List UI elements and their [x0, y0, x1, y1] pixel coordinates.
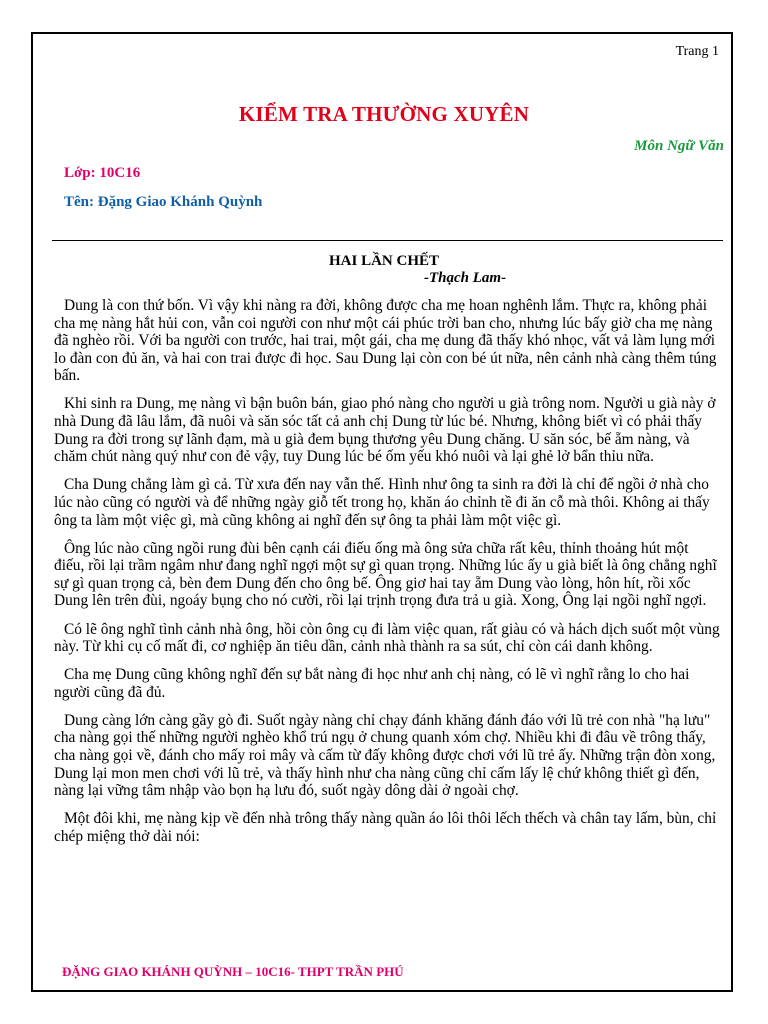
paragraph: Khi sinh ra Dung, mẹ nàng vì bận buôn bán, giao phó nàng cho người u già trông nom. Người u già này ở nhà Dung đã lâu lắm, đã nuôi và săn sóc tất cả anh chị Dung từ lúc bé. Nhưng, không biết vì có phải thấy Dung ra đời trong sự lãnh đạm, mà u già đem bụng thương yêu Dung chăng. U săn sóc, bế ẵm nàng, và chăm chút nàng quý như con đẻ vậy, tuy Dung lúc bé ốm yếu khó nuôi và lại ghẻ lở bẩn thỉu nữa. — [54, 395, 716, 466]
paragraph: Một đôi khi, mẹ nàng kịp về đến nhà trông thấy nàng quần áo lôi thôi lếch thếch và chân tay lấm, bùn, chỉ chép miệng thở dài nói: — [54, 810, 717, 845]
paragraph: Ông lúc nào cũng ngồi rung đùi bên cạnh cái điếu ống mà ông sửa chữa rất kêu, thỉnh thoảng hút một điếu, rồi lại trầm ngâm như đang nghĩ ngợi một sự gì quan trọng. Những lúc ấy u già biết là ông chẳng nghĩ sự gì quan trọng cả, bèn đem Dung đến cho ông bế. Ông giơ hai tay ẵm Dung vào lòng, hôn hít, rồi xốc Dung lên trên đùi, ngoáy bụng cho nó cười, rồi lại trịnh trọng đưa trả u già. Xong, Ông lại ngồi nghĩ ngợi. — [54, 539, 717, 610]
subject-label: Môn Ngữ Văn — [634, 138, 724, 154]
paragraph: Dung là con thứ bốn. Vì vậy khi nàng ra đời, không được cha mẹ hoan nghênh lắm. Thực ra, không phải cha mẹ nàng hắt hủi con, vẫn coi người con như một cái phúc trời ban cho, nhưng lúc bấy giờ cha mẹ nàng đã nghèo rồi. Với ba người con trước, hai trai, một gái, cha mẹ dung đã thấy khó nhọc, vất vả làm lụng mới lo đàn con đủ ăn, và hai con trai được đi học. Sau Dung lại còn con bé út nữa, nên cảnh nhà càng thêm túng bấn. — [54, 297, 717, 385]
page-footer: ĐẶNG GIAO KHÁNH QUỲNH – 10C16- THPT TRẦN PHÚ — [62, 964, 404, 979]
story-title: HAI LẦN CHẾT — [328, 253, 440, 269]
page-number: Trang 1 — [675, 44, 719, 59]
student-name: Tên: Đặng Giao Khánh Quỳnh — [64, 194, 263, 210]
class-label: Lớp: 10C16 — [64, 165, 141, 181]
paragraph: Dung càng lớn càng gầy gò đi. Suốt ngày nàng chỉ chạy đánh khăng đánh đáo với lũ trẻ con nhà "hạ lưu" cha nàng gọi thế những người nghèo khổ trú ngụ ở chung quanh xóm chợ. Nhiều khi đi đâu về trông thấy, cha nàng gọi về, đánh cho mấy roi mây và cấm từ đấy không được chơi với lũ trẻ ấy. Những trận đòn xong, Dung lại mon men chơi với lũ trẻ, và thấy hình như cha nàng cũng chỉ cấm lấy lệ chứ không thiết gì đến, nàng lại vững tâm nhập vào bọn hạ lưu đó, suốt ngày dông dài ở ngoài chợ. — [54, 711, 716, 800]
header-divider — [52, 240, 723, 241]
story-body — [54, 297, 722, 856]
document-title: KIỂM TRA THƯỜNG XUYÊN — [238, 102, 530, 126]
paragraph: Có lẽ ông nghĩ tình cảnh nhà ông, hồi còn ông cụ đi làm việc quan, rất giàu có và hách dịch suốt một vùng này. Từ khi cụ cố mất đi, cơ nghiệp ăn tiêu dần, cảnh nhà thành ra sa sút, chỉ còn cái danh không. — [54, 620, 720, 656]
paragraph: Cha Dung chẳng làm gì cả. Từ xưa đến nay vẫn thế. Hình như ông ta sinh ra đời là chỉ để ngồi ở nhà cho lúc nào cũng có người và để những ngày giỗ tết trong họ, khăn áo chỉnh tề đi ăn cỗ mà thôi. Không ai thấy ông ta làm một việc gì, mà cũng không ai nghĩ đến sự ông ta phải làm một việc gì. — [54, 476, 710, 529]
paragraph: Cha mẹ Dung cũng không nghĩ đến sự bắt nàng đi học như anh chị nàng, có lẽ vì nghĩ rằng lo cho hai người cũng đã đủ. — [54, 666, 690, 701]
story-author: -Thạch Lam- — [424, 270, 507, 286]
